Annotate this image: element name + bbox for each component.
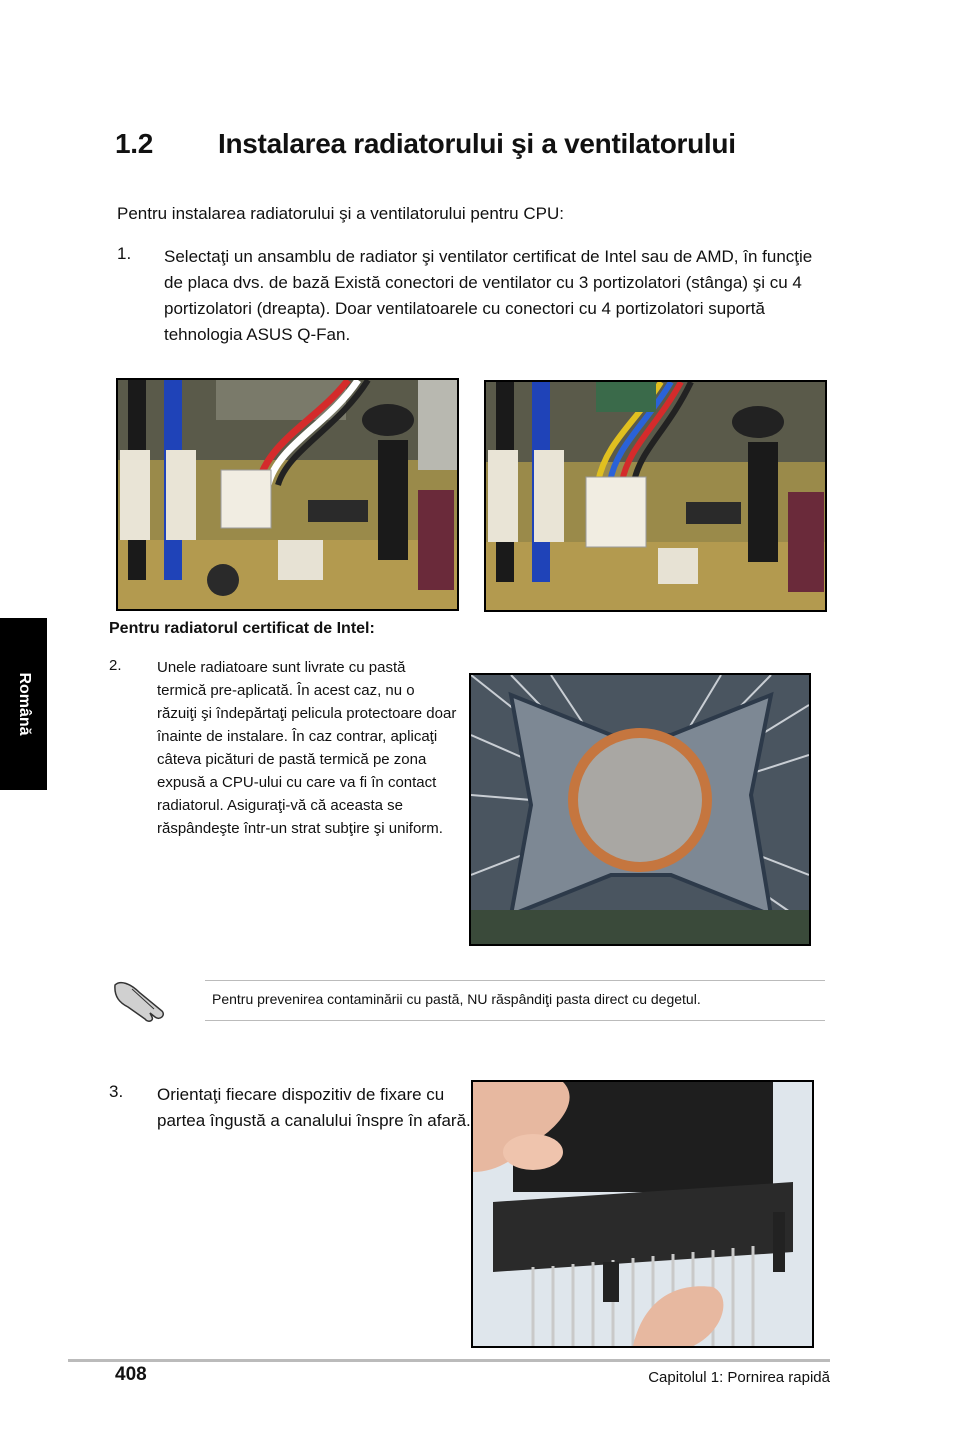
photo-fastener-orientation [471, 1080, 814, 1348]
step-1-text: Selectaţi un ansamblu de radiator şi ventilator certificat de Intel sau de AMD, în funcţie de placa dvs. de bază Există conectori de ventilator cu 3 portizolatori (stânga) şi cu 4 portizolatori (dreapta). Doar ventilatoarele cu conectori cu 4 portizolatori suportă tehnologia ASUS Q-Fan. [164, 247, 813, 344]
note-hand-icon [110, 975, 170, 1025]
step-2-text: Unele radiatoare sunt livrate cu pastă termică pre-aplicată. În acest caz, nu o răzuiţi şi îndepărtaţi pelicula protectoare doar înainte de instalare. În caz contrar, aplicaţi câteva picături de pastă termică pe zona expusă a CPU-ului cu care va fi în contact radiatorul. Asiguraţi-vă că aceasta se răspândeşte într-un strat subţire şi uniform. [157, 659, 457, 837]
step-3-text: Orientaţi fiecare dispozitiv de fixare cu partea îngustă a canalului înspre în afară. [157, 1085, 471, 1130]
intro-text: Pentru instalarea radiatorului şi a ventilatorului pentru CPU: [117, 204, 564, 223]
step-2-number: 2. [109, 657, 122, 674]
page-number: 408 [115, 1364, 147, 1385]
footer-divider [68, 1359, 830, 1362]
step-3-number: 3. [109, 1082, 124, 1101]
intel-heading: Pentru radiatorul certificat de Intel: [109, 620, 375, 637]
step-1-number: 1. [117, 244, 132, 263]
language-side-tab [0, 618, 47, 790]
photo-3pin-connector [116, 378, 459, 611]
note-divider-top [205, 980, 825, 981]
chapter-label: Capitolul 1: Pornirea rapidă [648, 1369, 830, 1386]
note-divider-bottom [205, 1020, 825, 1021]
photo-heatsink-base [469, 673, 811, 946]
note-text: Pentru prevenirea contaminării cu pastă, NU răspândiţi pasta direct cu degetul. [212, 991, 701, 1007]
section-title: Instalarea radiatorului şi a ventilatorului [218, 128, 736, 159]
language-label: Română [15, 672, 33, 736]
photo-4pin-connector [484, 380, 827, 612]
section-number: 1.2 [115, 128, 154, 159]
